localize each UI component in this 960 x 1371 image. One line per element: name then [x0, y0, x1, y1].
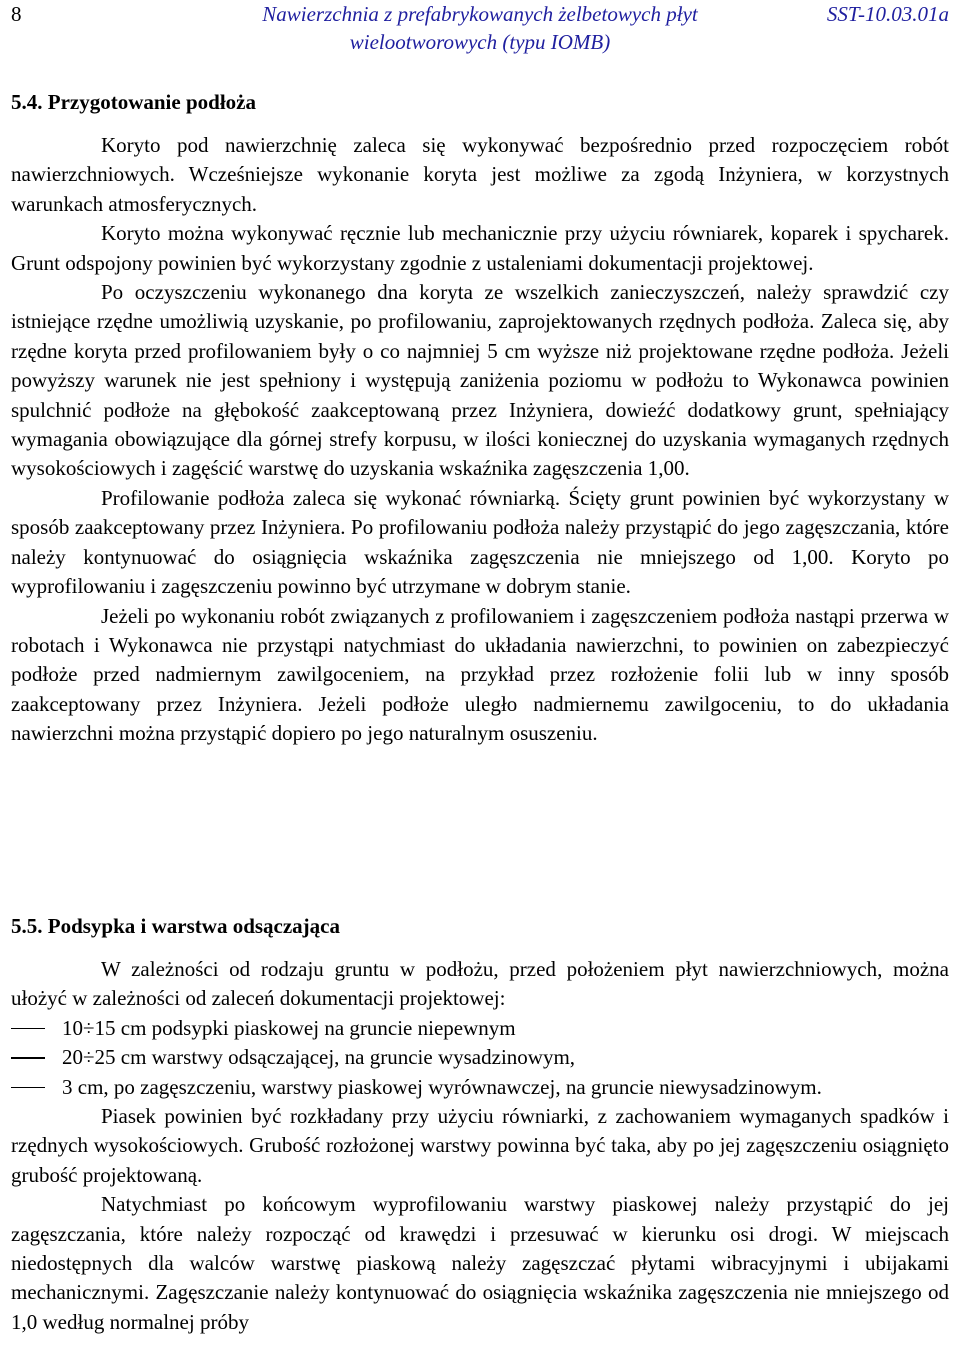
document-page — [11, 0, 949, 1334]
list-item: 10÷15 cm podsypki piaskowej na gruncie niepewnym — [11, 1014, 949, 1043]
paragraph: W zależności od rodzaju gruntu w podłożu, przed położeniem płyt nawierzchniowych, można ułożyć w zależności od zaleceń dokumentacji projektowej: — [11, 957, 949, 1011]
paragraph: Po oczyszczeniu wykonanego dna koryta ze wszelkich zanieczyszczeń, należy sprawdzić czy istniejące rzędne umożliwią uzyskanie, po profilowaniu, zaprojektowanych rzędnych podłoża. Zaleca się, aby rzędne koryta przed profilowaniem były o co najmniej 5 cm wyższe niż projektowane rzędne podłoża. Jeżeli powyższy warunek nie jest spełniony i występują zaniżenia poziomu w podłożu to Wykonawca powinien spulchnić podłoże na głębokość zaakceptowaną przez Inżyniera, dowieźć dodatkowy grunt, spełniający wymagania obowiązujące dla górnej strefy korpusu, w ilości koniecznej do uzyskania wymaganych rzędnych wysokościowych i zagęścić warstwę do uzyskania wskaźnika zagęszczenia 1,00. — [11, 280, 949, 481]
paragraph: Koryto można wykonywać ręcznie lub mechanicznie przy użyciu równiarek, koparek i spycharek. Grunt odspojony powinien być wykorzystany zgodnie z ustaleniami dokumentacji projektowej. — [11, 221, 949, 275]
spec-code: SST-10.03.01a — [826, 2, 949, 26]
document-title-line-2: wielootworowych (typu IOMB) — [349, 30, 611, 54]
paragraph: Profilowanie podłoża zaleca się wykonać równiarką. Ścięty grunt powinien być wykorzystany w sposób zaakceptowany przez Inżyniera. Po profilowaniu podłoża należy przystąpić do jego zagęszczania, które należy kontynuować do osiągnięcia wskaźnika zagęszczenia nie mniejszego od 1,00. Koryto po wyprofilowaniu i zagęszczeniu powinno być utrzymane w dobrym stanie. — [11, 485, 949, 599]
paragraph: Piasek powinien być rozkładany przy użyciu równiarki, z zachowaniem wymaganych spadków i rzędnych wysokościowych. Grubość rozłożonej warstwy powinna być taka, aby po jej zagęszczeniu osiągnięto grubość projektowaną. — [11, 1104, 949, 1187]
document-title — [11, 0, 949, 56]
list-item: 3 cm, po zagęszczeniu, warstwy piaskowej wyrównawczej, na gruncie niewysadzinowym. — [11, 1073, 949, 1102]
section-heading-5-5: 5.5. Podsypka i warstwa odsączająca — [11, 914, 340, 938]
paragraph: Natychmiast po końcowym wyprofilowaniu warstwy piaskowej należy przystąpić do jej zagęszczania, które należy rozpocząć od krawędzi i przesuwać w kierunku osi drogi. W miejscach niedostępnych dla walców warstwę piaskową należy zagęszczać płytami wibracyjnymi i ubijakami mechanicznymi. Zagęszczanie należy kontynuować do osiągnięcia wskaźnika zagęszczenia nie mniejszego od 1,0 według normalnej próby — [11, 1192, 949, 1334]
dash-list — [11, 1014, 949, 1102]
paragraph: Jeżeli po wykonaniu robót związanych z profilowaniem i zagęszczeniem podłoża nastąpi przerwa w robotach i Wykonawca nie przystąpi natychmiast do układania nawierzchni, to powinien on zabezpieczyć podłoże przed nadmiernym zawilgoceniem, na przykład przez rozłożenie folii lub w inny sposób zaakceptowany przez Inżyniera. Jeżeli podłoże uległo nadmiernemu zawilgoceniu, to do układania nawierzchni można przystąpić dopiero po jego naturalnym osuszeniu. — [11, 603, 949, 746]
page-header — [11, 0, 949, 62]
section-heading-5-4: 5.4. Przygotowanie podłoża — [11, 90, 256, 114]
document-title-line-1: Nawierzchnia z prefabrykowanych żelbetowych płyt — [262, 2, 698, 26]
paragraph: Koryto pod nawierzchnię zaleca się wykonywać bezpośrednio przed rozpoczęciem robót nawierzchniowych. Wcześniejsze wykonanie koryta jest możliwe za zgodą Inżyniera, w korzystnych warunkach atmosferycznych. — [11, 133, 949, 216]
section-5-4-body — [11, 131, 949, 749]
page-number: 8 — [11, 2, 22, 26]
section-5-5-body — [11, 955, 949, 1337]
list-item: 20÷25 cm warstwy odsączającej, na gruncie wysadzinowym, — [11, 1043, 949, 1072]
